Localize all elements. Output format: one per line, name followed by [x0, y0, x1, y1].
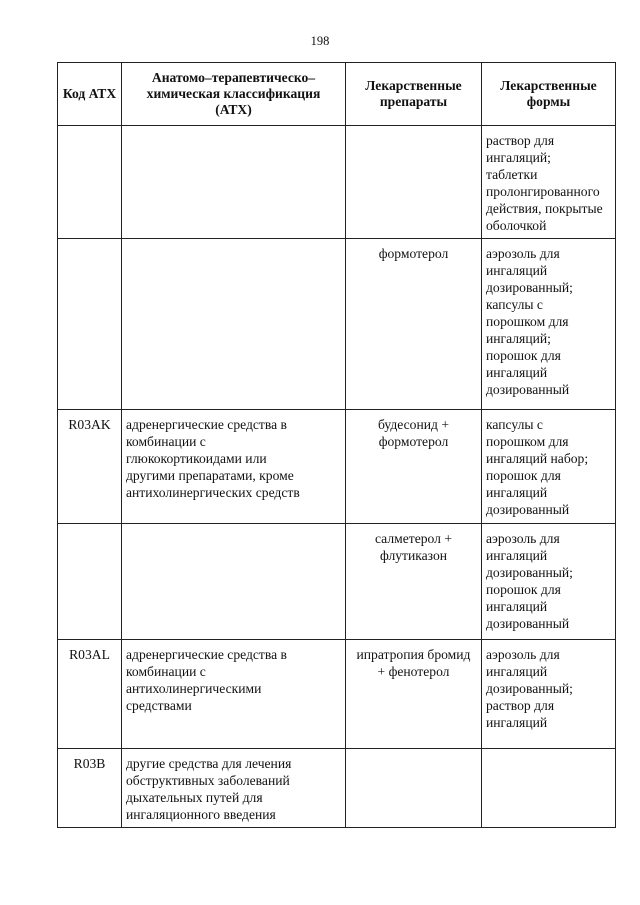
table-row — [58, 749, 616, 828]
cell-forms-line: дозированный; — [486, 681, 573, 696]
cell-forms-line: ингаляций; — [486, 150, 551, 165]
cell-forms-line: аэрозоль для — [486, 531, 560, 546]
table-row — [58, 524, 616, 640]
cell-forms-line: ингаляций; — [486, 331, 551, 346]
cell-drug-line: + фенотерол — [377, 664, 450, 679]
cell-forms-line: таблетки — [486, 167, 538, 182]
cell-forms — [482, 239, 616, 410]
cell-code — [58, 524, 122, 640]
cell-forms-line: дозированный; — [486, 565, 573, 580]
cell-forms-line: дозированный — [486, 616, 570, 631]
cell-forms-line: порошок для — [486, 468, 561, 483]
cell-classification-line: адренергические средства в — [126, 417, 287, 432]
cell-code — [58, 126, 122, 239]
cell-forms-line: ингаляций — [486, 485, 548, 500]
cell-drug-line: ипратропия бромид — [356, 647, 471, 662]
cell-forms-line: ингаляций — [486, 599, 548, 614]
cell-forms-line: порошком для — [486, 434, 569, 449]
cell-classification-line: обструктивных заболеваний — [126, 773, 290, 788]
cell-drug — [346, 524, 482, 640]
header-drugs: Лекарственные препараты — [346, 63, 482, 126]
cell-drug — [346, 410, 482, 524]
cell-forms — [482, 524, 616, 640]
cell-forms-line: дозированный — [486, 382, 570, 397]
cell-forms-line: раствор для — [486, 698, 555, 713]
cell-forms-line: оболочкой — [486, 218, 547, 233]
cell-drug-line: формотерол — [378, 434, 449, 449]
cell-classification — [122, 640, 346, 749]
cell-forms-line: порошок для — [486, 582, 561, 597]
cell-code — [58, 640, 122, 749]
cell-classification-line: глюкокортикоидами или — [126, 451, 267, 466]
cell-forms-line: порошком для — [486, 314, 569, 329]
cell-drug — [346, 749, 482, 828]
cell-classification-line: средствами — [126, 698, 192, 713]
cell-forms-line: дозированный; — [486, 280, 573, 295]
cell-code-text: R03B — [73, 756, 106, 771]
header-code: Код АТХ — [58, 63, 122, 126]
cell-classification — [122, 524, 346, 640]
table-row — [58, 239, 616, 410]
cell-forms-line: аэрозоль для — [486, 246, 560, 261]
cell-forms-line: ингаляций — [486, 715, 548, 730]
cell-drug — [346, 126, 482, 239]
cell-code — [58, 749, 122, 828]
cell-classification-line: комбинации с — [126, 434, 206, 449]
cell-code-text: R03AL — [69, 647, 110, 662]
cell-classification-line: антихолинергическими — [126, 681, 262, 696]
cell-classification-line: другие средства для лечения — [126, 756, 292, 771]
cell-forms-line: ингаляций — [486, 548, 548, 563]
cell-classification — [122, 410, 346, 524]
cell-code — [58, 410, 122, 524]
cell-forms-line: капсулы с — [486, 297, 543, 312]
cell-forms-line: ингаляций — [486, 263, 548, 278]
cell-classification-line: другими препаратами, кроме — [126, 468, 294, 483]
page-number: 198 — [310, 34, 330, 48]
cell-drug-line: будесонид + — [378, 417, 449, 432]
cell-forms — [482, 410, 616, 524]
cell-forms-line: пролонгированного — [486, 184, 600, 199]
cell-code-text: R03AK — [68, 417, 111, 432]
cell-code — [58, 239, 122, 410]
cell-forms-line: действия, покрытые — [486, 201, 603, 216]
cell-classification-line: антихолинергических средств — [126, 485, 300, 500]
cell-classification-line: ингаляционного введения — [126, 807, 276, 822]
cell-drug — [346, 640, 482, 749]
table-row — [58, 410, 616, 524]
cell-forms-line: раствор для — [486, 133, 555, 148]
cell-drug-line: салметерол + — [374, 531, 452, 546]
cell-forms — [482, 640, 616, 749]
cell-forms-line: ингаляций набор; — [486, 451, 589, 466]
cell-classification-line: дыхательных путей для — [126, 790, 263, 805]
cell-drug — [346, 239, 482, 410]
table-header-row — [58, 63, 616, 126]
cell-classification — [122, 239, 346, 410]
cell-classification — [122, 749, 346, 828]
cell-classification-line: адренергические средства в — [126, 647, 287, 662]
atc-table — [57, 62, 616, 828]
cell-forms — [482, 749, 616, 828]
cell-forms — [482, 126, 616, 239]
table-row — [58, 126, 616, 239]
cell-drug-line: формотерол — [378, 246, 449, 261]
cell-classification — [122, 126, 346, 239]
cell-forms-line: порошок для — [486, 348, 561, 363]
cell-forms-line: ингаляций — [486, 365, 548, 380]
cell-drug-line: флутиказон — [379, 548, 448, 563]
header-forms: Лекарственные формы — [482, 63, 616, 126]
cell-forms-line: капсулы с — [486, 417, 543, 432]
table-row — [58, 640, 616, 749]
header-classification: Анатомо–терапевтическо– химическая классификация (АТХ) — [122, 63, 346, 126]
cell-classification-line: комбинации с — [126, 664, 206, 679]
cell-forms-line: дозированный — [486, 502, 570, 517]
cell-forms-line: аэрозоль для — [486, 647, 560, 662]
cell-forms-line: ингаляций — [486, 664, 548, 679]
